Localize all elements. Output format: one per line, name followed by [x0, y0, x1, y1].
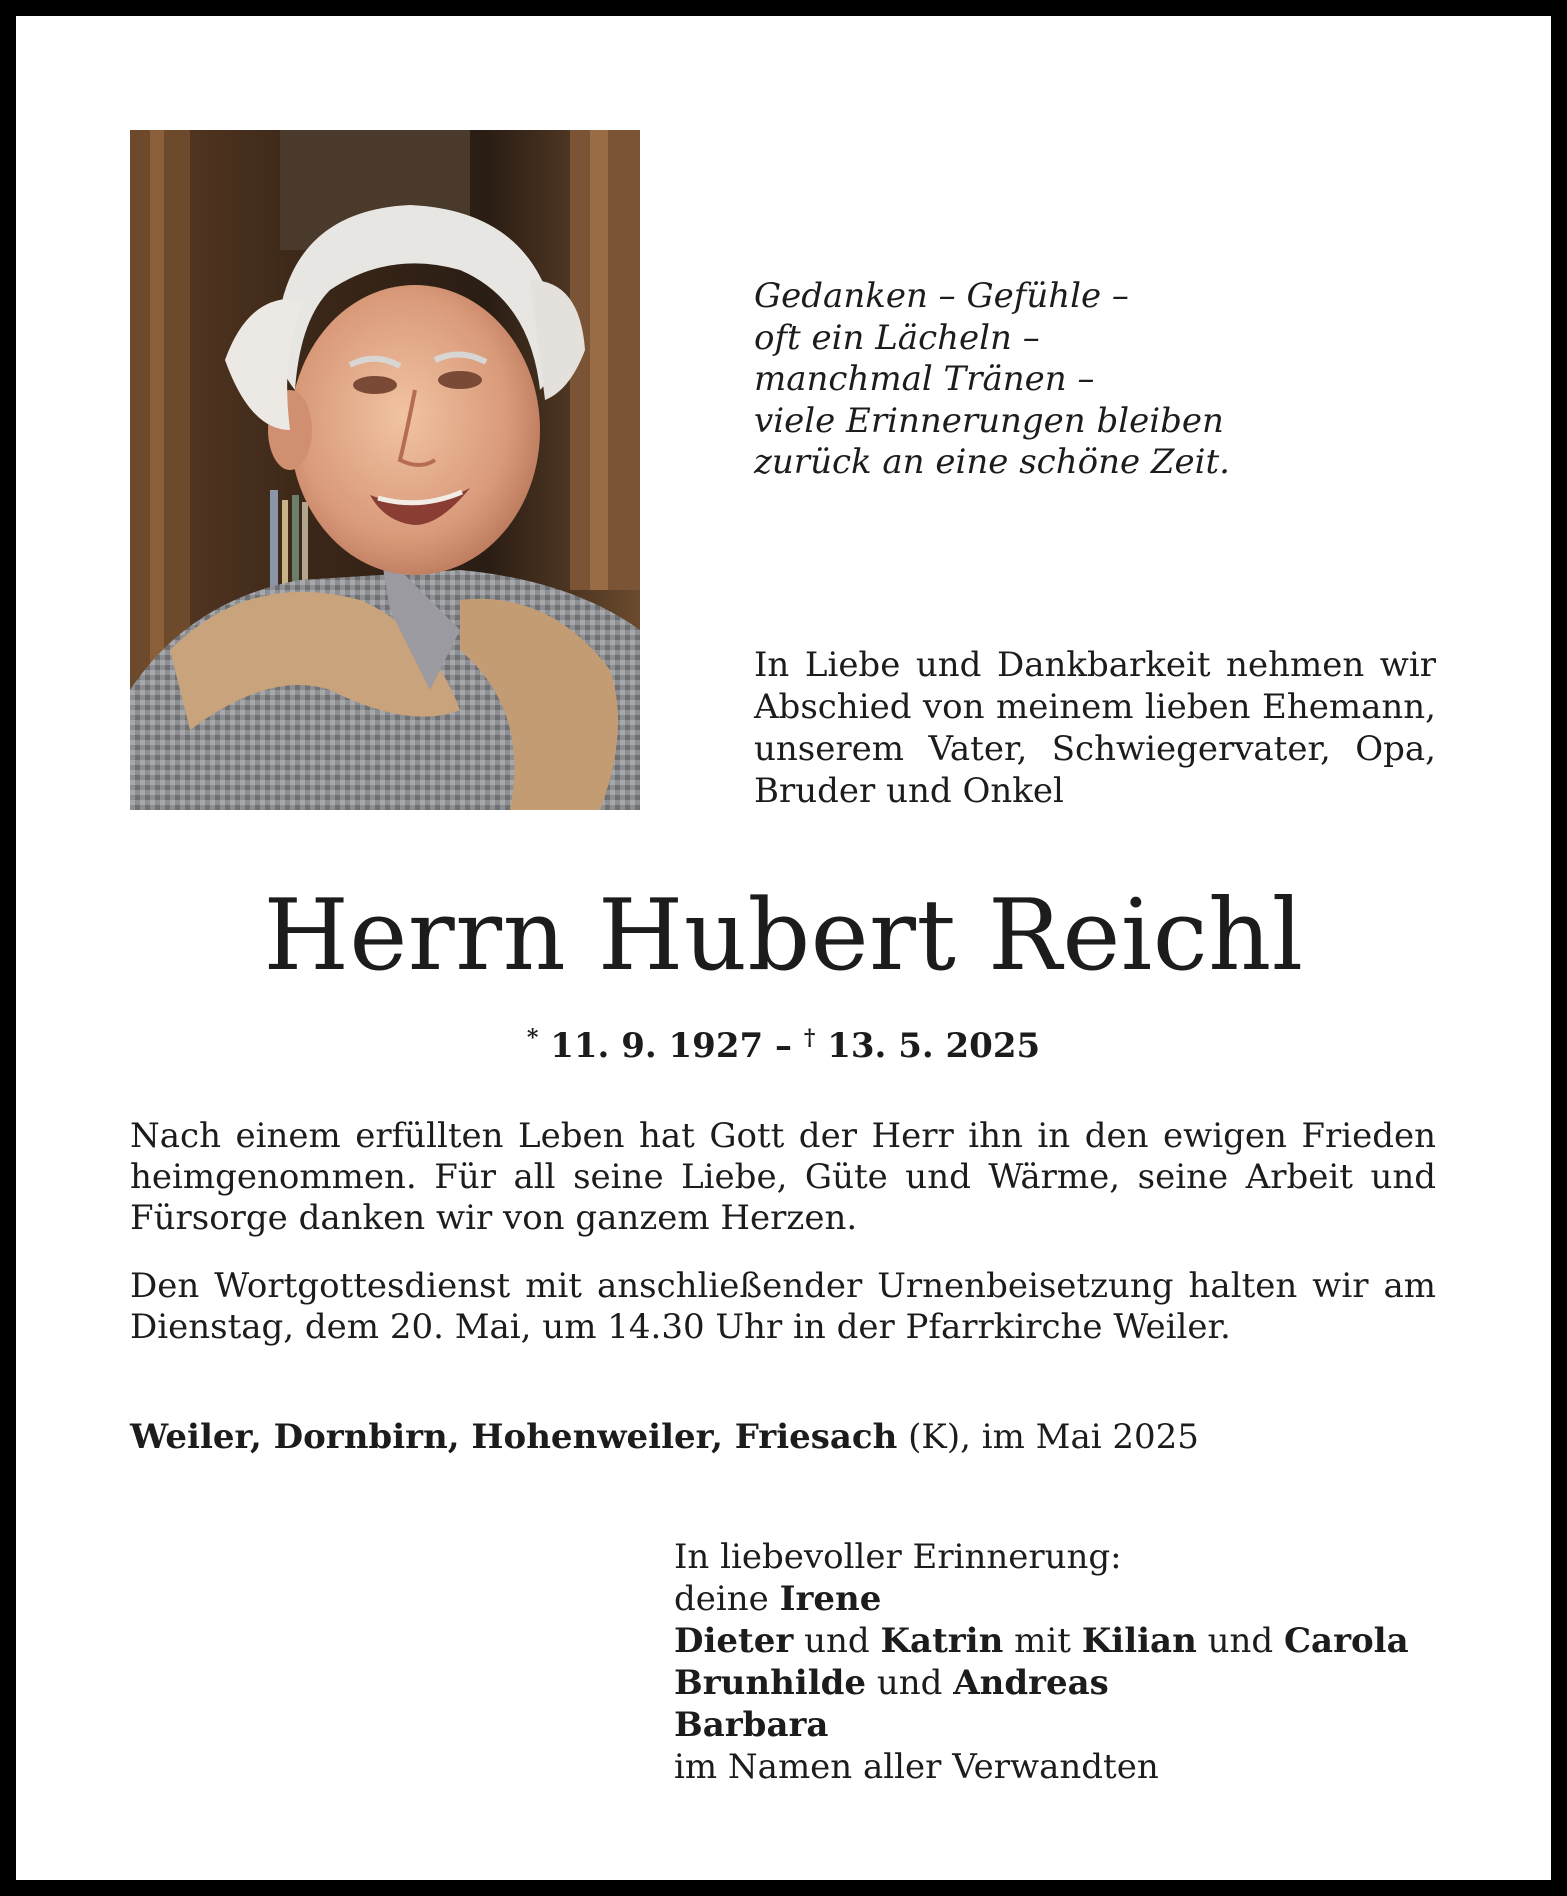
poem-line: oft ein Lächeln –	[754, 317, 1040, 358]
family-row	[674, 1620, 1454, 1662]
deceased-name: Herrn Hubert Reichl	[263, 879, 1304, 993]
family-name: Carola	[1283, 1621, 1409, 1661]
place-towns: Weiler, Dornbirn, Hohenweiler, Friesach	[130, 1417, 898, 1457]
family-connector: deine	[674, 1579, 769, 1619]
family-closing: im Namen aller Verwandten	[674, 1747, 1159, 1787]
birth-date: 11. 9. 1927	[550, 1026, 764, 1066]
family-name: Katrin	[880, 1621, 1004, 1661]
tribute-paragraph: Nach einem erfüllten Leben hat Gott der Herr ihn in den ewigen Frieden heimgenommen. Für all seine Liebe, Güte und Wärme, seine Arbeit und Fürsorge danken wir von ganzem Herzen.	[130, 1116, 1436, 1238]
obituary-card	[16, 16, 1551, 1880]
life-dates	[16, 1016, 1551, 1068]
place-region: (K)	[908, 1417, 961, 1457]
poem	[754, 276, 1274, 484]
place-date: , im Mai 2025	[960, 1417, 1199, 1457]
portrait-photo	[130, 130, 640, 810]
family-name: Brunhilde	[674, 1663, 867, 1703]
place-date-line	[130, 1416, 1436, 1458]
family-connector: und	[876, 1663, 943, 1703]
family-connector: und	[804, 1621, 870, 1661]
family-connector: mit	[1014, 1621, 1071, 1661]
poem-line: zurück an eine schöne Zeit.	[754, 442, 1230, 482]
birth-symbol: *	[526, 1025, 539, 1051]
family-name: Dieter	[674, 1621, 794, 1661]
poem-line: manchmal Tränen –	[754, 359, 1095, 399]
family-name: Barbara	[674, 1705, 829, 1745]
service-paragraph: Den Wortgottesdienst mit anschließender Urnenbeisetzung halten wir am Dienstag, dem 20. Mai, um 14.30 Uhr in der Pfarrkirche Weiler.	[130, 1266, 1436, 1347]
family-name: Kilian	[1081, 1621, 1197, 1661]
family-signatures	[674, 1536, 1454, 1788]
family-row	[674, 1704, 1454, 1746]
death-symbol: †	[803, 1025, 816, 1051]
death-date: 13. 5. 2025	[827, 1026, 1041, 1066]
poem-line: Gedanken – Gefühle –	[754, 276, 1129, 316]
family-connector: und	[1207, 1621, 1274, 1661]
family-row	[674, 1662, 1454, 1704]
family-name: Irene	[779, 1579, 882, 1619]
family-name: Andreas	[953, 1663, 1109, 1703]
poem-line: viele Erinnerungen bleiben	[754, 400, 1224, 441]
family-intro: In liebevoller Erinnerung:	[674, 1537, 1122, 1577]
date-separator: –	[775, 1026, 792, 1066]
family-row	[674, 1578, 1454, 1620]
intro-text: In Liebe und Dankbarkeit nehmen wir Abschied von meinem lieben Ehemann, unserem Vater, Schwiegervater, Opa, Bruder und Onkel	[754, 645, 1436, 811]
portrait-illustration	[130, 130, 640, 810]
